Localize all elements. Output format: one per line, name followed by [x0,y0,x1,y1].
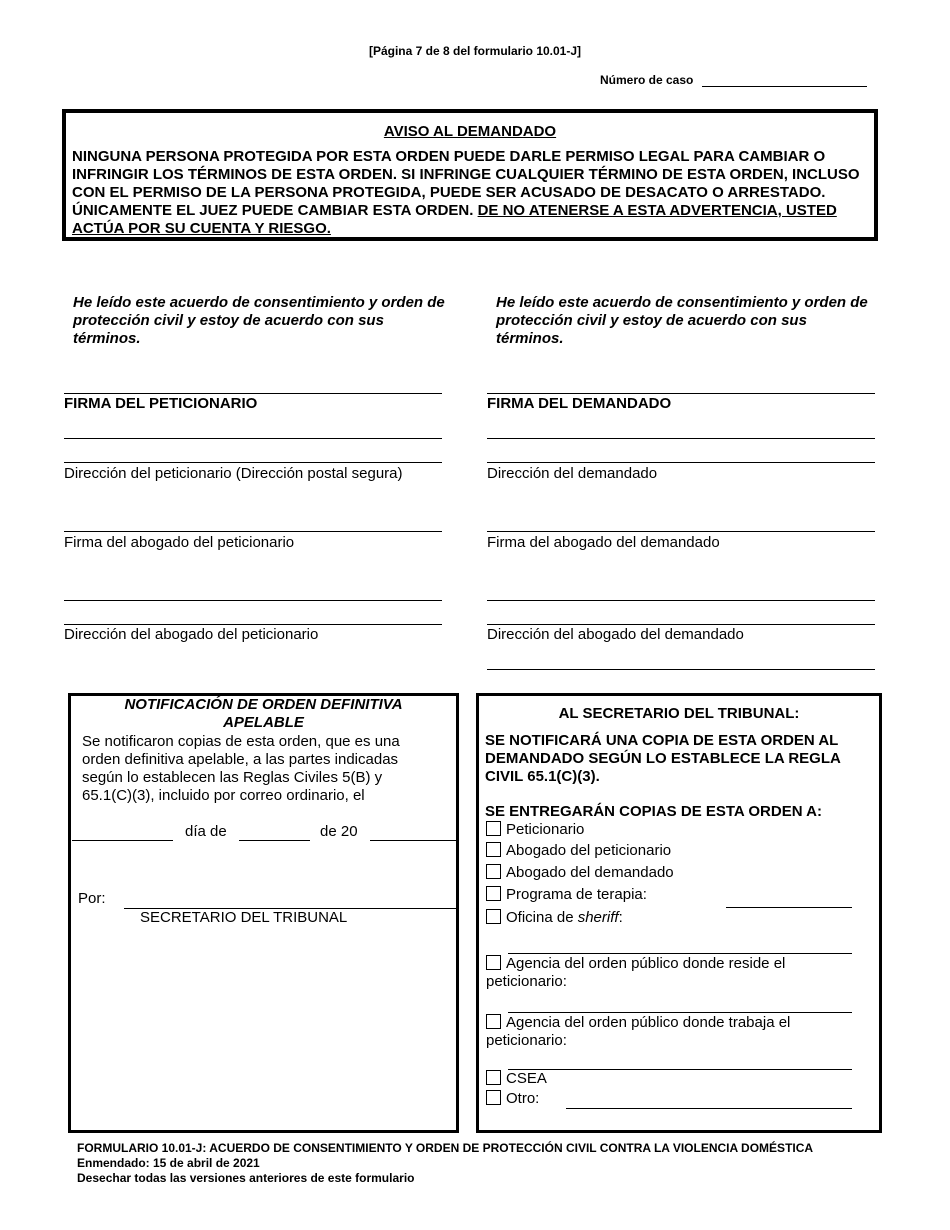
notice-body: NINGUNA PERSONA PROTEGIDA POR ESTA ORDEN PUEDE DARLE PERMISO LEGAL PARA CAMBIAR O INFRINGIR LOS TÉRMINOS DE ESTA ORDEN. SI INFRINGE CUALQUIER TÉRMINO DE ESTA ORDEN, INCLUSO CON EL PERMISO DE LA PERSONA PROTEGIDA, PUEDE SER ACUSADO DE DESACATO O ARRESTADO. ÚNICAMENTE EL JUEZ PUEDE CAMBIAR ESTA ORDEN. DE NO ATENERSE A ESTA ADVERTENCIA, USTED ACTÚA POR SU CUENTA Y RIESGO. [72,148,860,237]
form-footer [77,1141,813,1186]
by-label: Por: [78,890,106,907]
respondent-signature-line[interactable] [487,393,875,394]
petitioner-attorney-address-label: Dirección del abogado del peticionario [64,626,319,643]
respondent-attorney-signature-label: Firma del abogado del demandado [487,534,720,551]
petitioner-signature-label: FIRMA DEL PETICIONARIO [64,395,258,412]
footer-discard-note: Desechar todas las versiones anteriores de este formulario [77,1171,415,1185]
csea-checkbox[interactable] [486,1070,501,1085]
petitioner-attorney-signature-line[interactable] [64,531,442,532]
appeal-notice-title [71,696,456,732]
petitioner-address-line-1[interactable] [64,438,442,439]
agency-work-checkbox[interactable] [486,1014,501,1029]
year-label: de 20 [320,823,358,840]
petitioner-attorney-signature-label: Firma del abogado del peticionario [64,534,295,551]
respondent-attorney-checkbox[interactable] [486,864,501,879]
clerk-label: SECRETARIO DEL TRIBUNAL [140,909,348,926]
therapy-checkbox[interactable] [486,886,501,901]
petitioner-attorney-checkbox[interactable] [486,842,501,857]
option-agency-work: Agencia del orden público donde trabaja el peticionario: [486,1014,791,1049]
notice-title: AVISO AL DEMANDADO [383,123,557,140]
petitioner-signature-line[interactable] [64,393,442,394]
petitioner-address-label: Dirección del peticionario (Dirección postal segura) [64,465,403,482]
option-csea: CSEA [486,1070,547,1087]
year-field[interactable] [370,840,456,841]
option-sheriff: Oficina de sheriff: [486,909,623,926]
notice-warning: DE NO ATENERSE A ESTA ADVERTENCIA, USTED ACTÚA POR SU CUENTA Y RIESGO. [72,202,837,237]
petitioner-attorney-address-line-2[interactable] [64,624,442,625]
footer-form-title: FORMULARIO 10.01-J: ACUERDO DE CONSENTIMIENTO Y ORDEN DE PROTECCIÓN CIVIL CONTRA LA VIOLENCIA DOMÉSTICA [77,1141,814,1155]
appeal-notice-title-line1: NOTIFICACIÓN DE ORDEN DEFINITIVA [124,696,403,713]
month-field[interactable] [239,840,310,841]
option-therapy: Programa de terapia: [486,886,647,903]
petitioner-attorney-address-line-1[interactable] [64,600,442,601]
option-agency-residence: Agencia del orden público donde reside el peticionario: [486,955,786,990]
respondent-signature-label: FIRMA DEL DEMANDADO [487,395,672,412]
clerk-box-title: AL SECRETARIO DEL TRIBUNAL: [558,705,800,722]
respondent-agreement: He leído este acuerdo de consentimiento y orden de protección civil y estoy de acuerdo con sus términos. [496,294,868,347]
day-label: día de [185,823,227,840]
clerk-box-notice: SE NOTIFICARÁ UNA COPIA DE ESTA ORDEN AL DEMANDADO SEGÚN LO ESTABLECE LA REGLA CIVIL 65.1(C)(3). [485,732,841,785]
case-number-field[interactable] [702,86,867,87]
appeal-notice-body: Se notificaron copias de esta orden, que es una orden definitiva apelable, a las partes indicadas según lo establecen las Reglas Civiles 5(B) y 65.1(C)(3), incluido por correo ordinario, el [82,733,400,804]
day-field[interactable] [72,840,173,841]
appeal-notice-title-line2: APELABLE [223,714,304,731]
footer-amended-date: Enmendado: 15 de abril de 2021 [77,1156,260,1170]
petitioner-checkbox[interactable] [486,821,501,836]
agency-work-field[interactable] [508,1069,852,1070]
notice-box [62,109,878,241]
therapy-field[interactable] [726,907,852,908]
respondent-attorney-address-line-2[interactable] [487,624,875,625]
petitioner-agreement: He leído este acuerdo de consentimiento y orden de protección civil y estoy de acuerdo con sus términos. [73,294,445,347]
sheriff-field[interactable] [508,953,852,954]
respondent-address-label: Dirección del demandado [487,465,658,482]
case-number-label: Número de caso [600,73,694,87]
respondent-attorney-address-line-1[interactable] [487,600,875,601]
respondent-address-line-1[interactable] [487,438,875,439]
respondent-extra-line[interactable] [487,669,875,670]
copies-title: SE ENTREGARÁN COPIAS DE ESTA ORDEN A: [485,803,822,820]
option-petitioner: Peticionario [486,821,584,838]
other-checkbox[interactable] [486,1090,501,1105]
page-label: [Página 7 de 8 del formulario 10.01-J] [368,44,582,58]
option-respondent-attorney: Abogado del demandado [486,864,674,881]
option-petitioner-attorney: Abogado del peticionario [486,842,671,859]
petitioner-address-line-2[interactable] [64,462,442,463]
agency-residence-field[interactable] [508,1012,852,1013]
respondent-attorney-signature-line[interactable] [487,531,875,532]
agency-residence-checkbox[interactable] [486,955,501,970]
option-other: Otro: [486,1090,539,1107]
respondent-attorney-address-label: Dirección del abogado del demandado [487,626,744,643]
respondent-address-line-2[interactable] [487,462,875,463]
other-field[interactable] [566,1108,852,1109]
sheriff-checkbox[interactable] [486,909,501,924]
